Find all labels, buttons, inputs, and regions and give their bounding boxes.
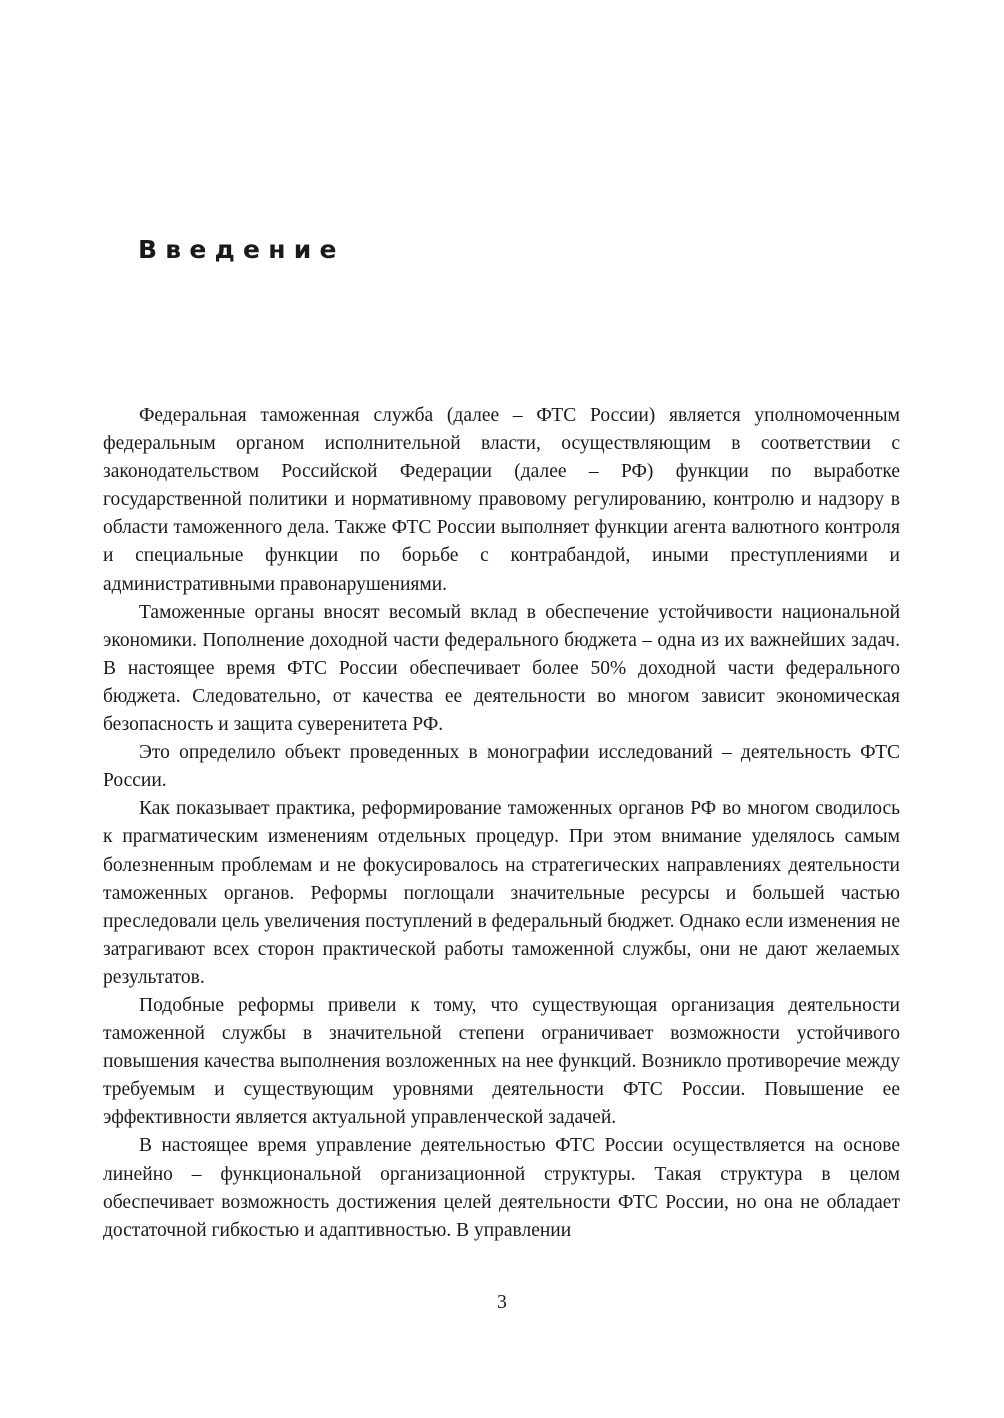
body-text (103, 402, 900, 1245)
paragraph: Таможенные органы вносят весомый вклад в обеспечение устойчивости национальной экономики. Пополнение доходной части федерального бюджета – одна из их важнейших задач. В настоящее время ФТС России обеспечивает более 50% доходной части федерального бюджета. Следовательно, от качества ее деятельности во многом зависит экономическая безопасность и защита суверенитета РФ. (103, 601, 900, 736)
paragraph: В настоящее время управление деятельностью ФТС России осуществляется на основе линейно – функциональной организационной структуры. Такая структура в целом обеспечивает возможность достижения целей деятельности ФТС России, но она не обладает достаточной гибкостью и адаптивностью. В управлении (103, 1135, 900, 1241)
chapter-title: Введение (138, 235, 345, 264)
paragraph: Как показывает практика, реформирование таможенных органов РФ во многом сводилось к прагматическим изменениям отдельных процедур. При этом внимание уделялось самым болезненным проблемам и не фокусировалось на стратегических направлениях деятельности таможенных органов. Реформы поглощали значительные ресурсы и большей частью преследовали цель увеличения поступлений в федеральный бюджет. Однако если изменения не затрагивают всех сторон практической работы таможенной службы, они не дают желаемых результатов. (103, 798, 900, 988)
paragraph: Это определило объект проведенных в монографии исследований – деятельность ФТС России. (103, 742, 900, 792)
paragraph: Федеральная таможенная служба (далее – ФТС России) является уполномоченным федеральным органом исполнительной власти, осуществляющим в соответствии с законодательством Российской Федерации (далее – РФ) функции по выработке государственной политики и нормативному правовому регулированию, контролю и надзору в области таможенного дела. Также ФТС России выполняет функции агента валютного контроля и специальные функции по борьбе с контрабандой, иными преступлениями и административными правонарушениями. (103, 405, 900, 595)
page-number: 3 (497, 1292, 507, 1313)
paragraph: Подобные реформы привели к тому, что существующая организация деятельности таможенной службы в значительной степени ограничивает возможности устойчивого повышения качества выполнения возложенных на нее функций. Возникло противоречие между требуемым и существующим уровнями деятельности ФТС России. Повышение ее эффективности является актуальной управленческой задачей. (103, 994, 900, 1129)
